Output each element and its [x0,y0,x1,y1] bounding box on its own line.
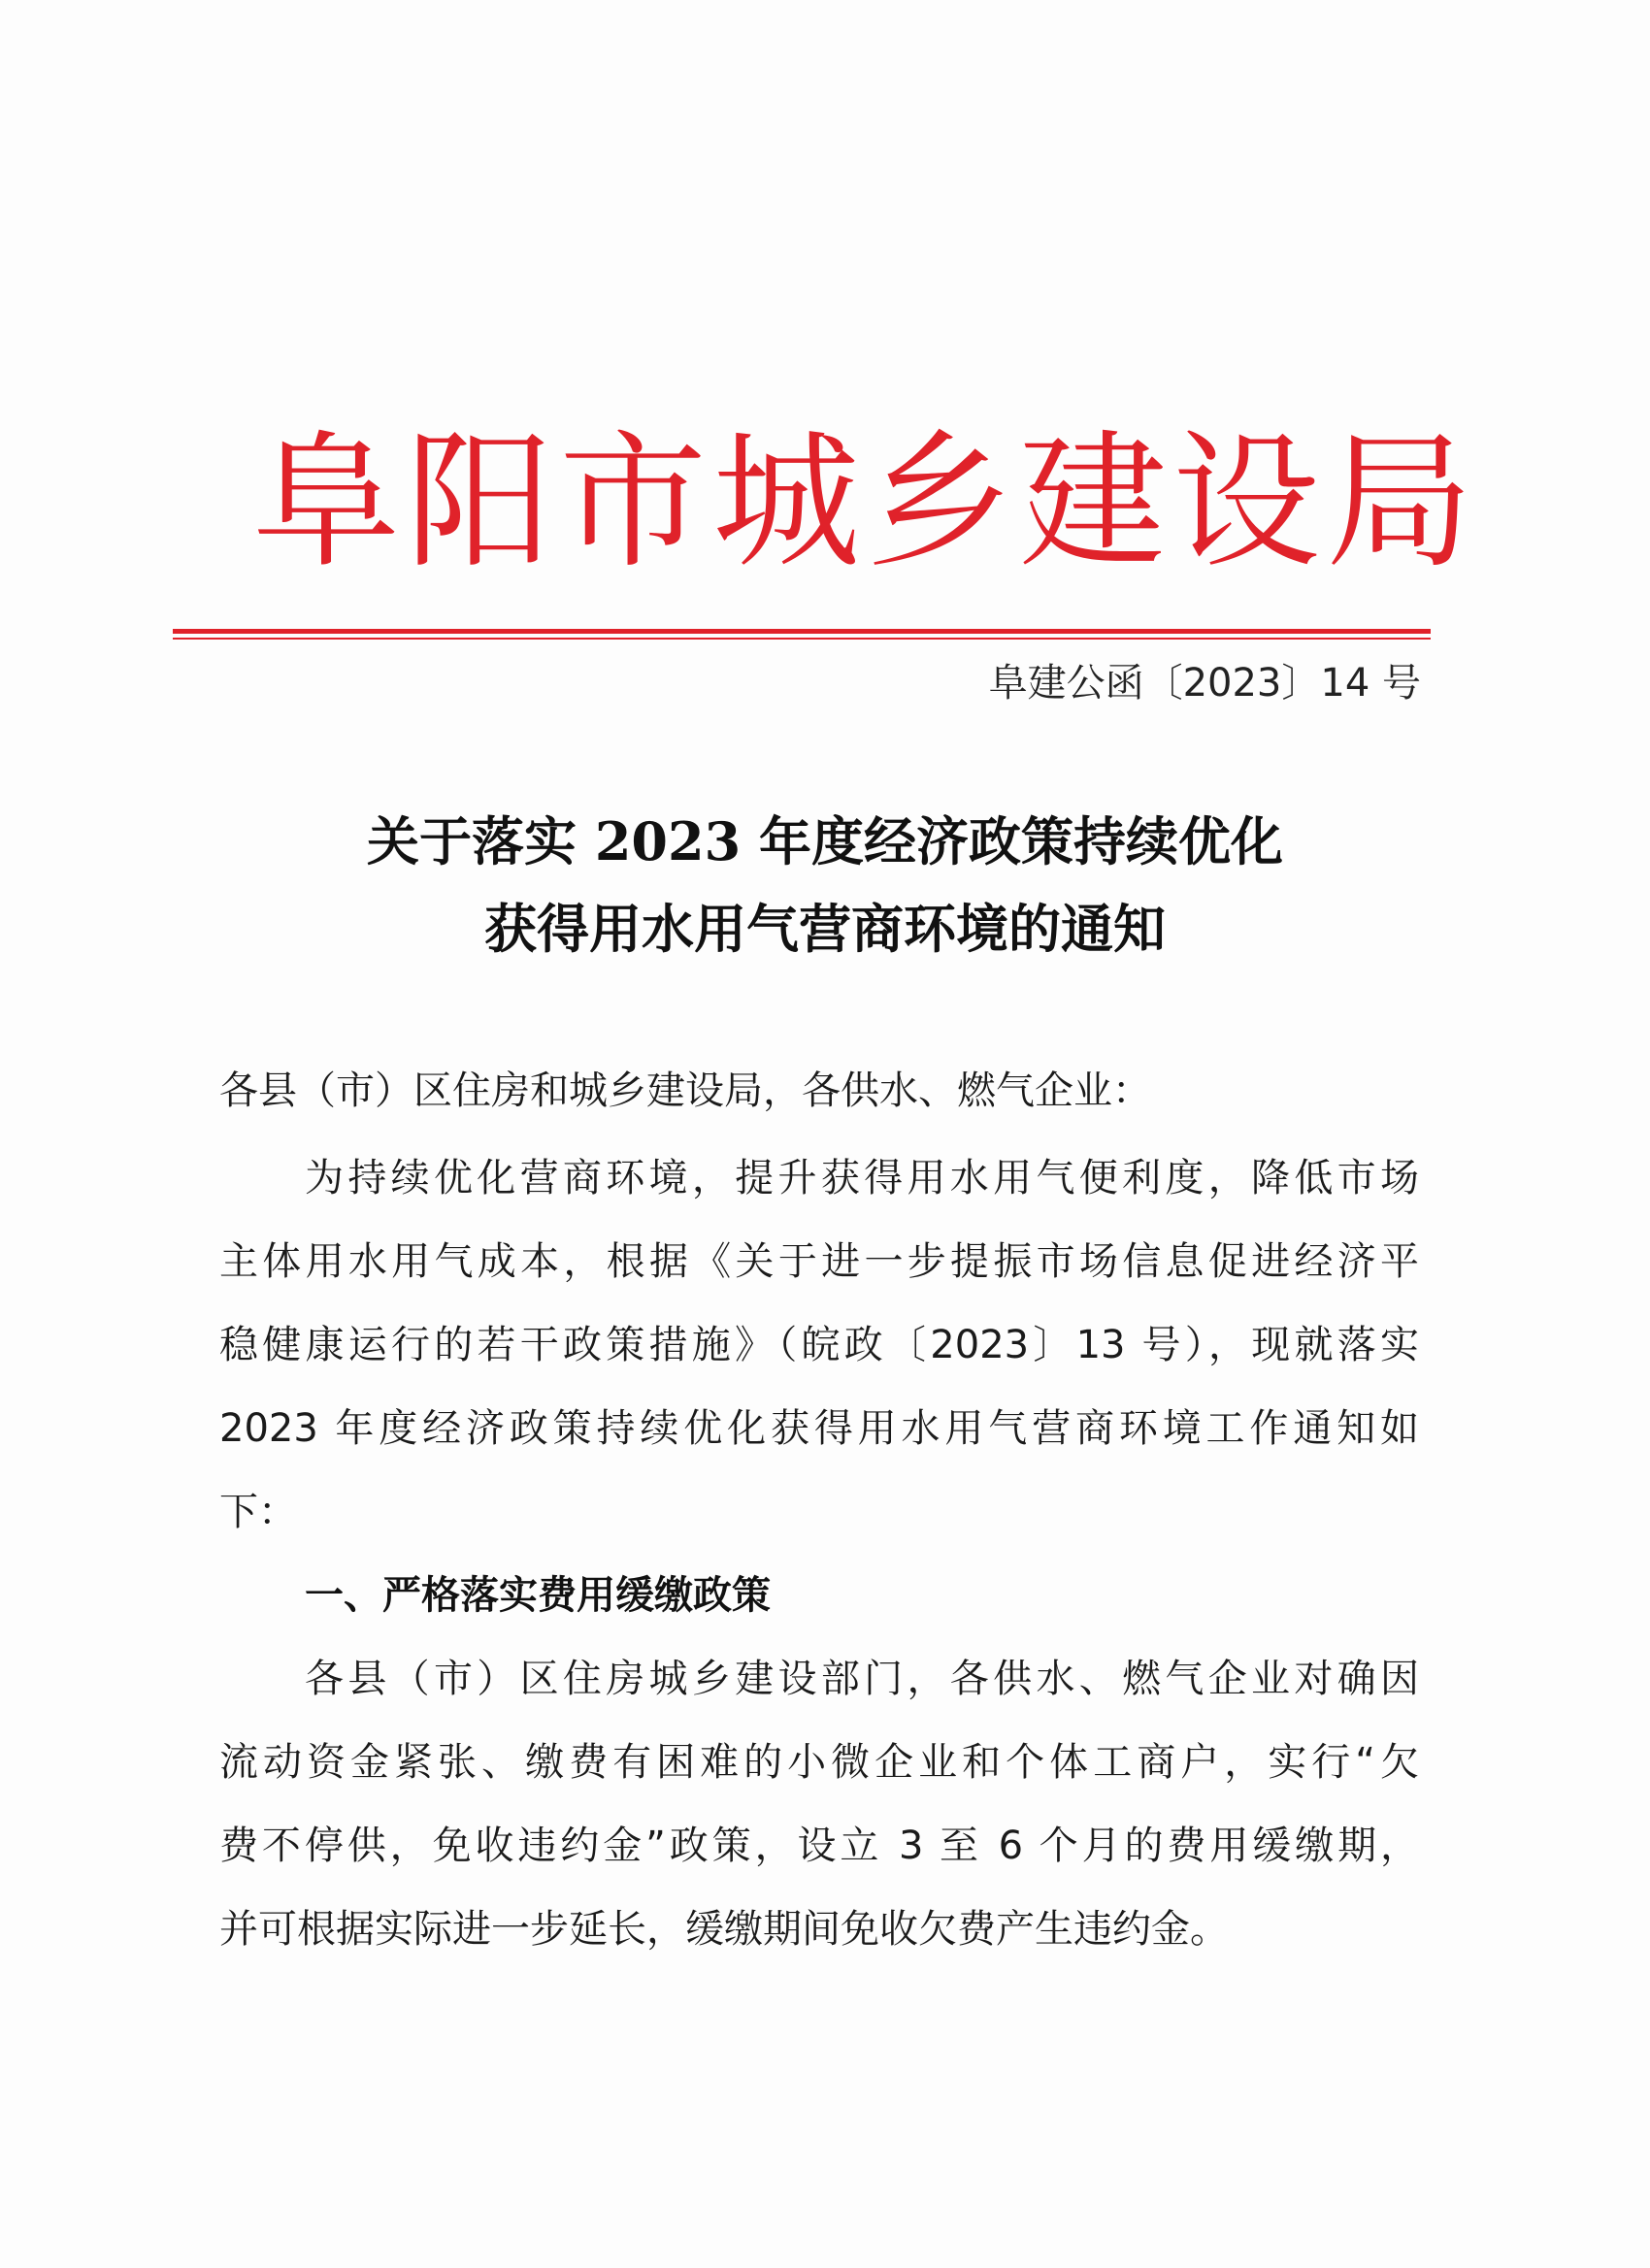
recipients-line: 各县（市）区住房和城乡建设局，各供水、燃气企业： [219,1068,1151,1113]
intro-line-2: 主体用水用气成本，根据《关于进一步提振市场信息促进经济平 [219,1239,1419,1284]
red-rule-thin [173,638,1431,640]
red-rule-thick [173,629,1431,634]
section-1-line-2: 流动资金紧张、缴费有困难的小微企业和个体工商户，实行“欠 [219,1740,1419,1785]
section-1-line-1: 各县（市）区住房城乡建设部门，各供水、燃气企业对确因 [305,1657,1419,1701]
document-number: 阜建公函〔2023〕14 号 [988,661,1421,706]
intro-line-4: 2023 年度经济政策持续优化获得用水用气营商环境工作通知如 [219,1406,1419,1451]
document-title-line-2: 获得用水用气营商环境的通知 [484,898,1166,960]
section-1-line-3: 费不停供，免收违约金”政策，设立 3 至 6 个月的费用缓缴期， [219,1824,1419,1868]
intro-line-3: 稳健康运行的若干政策措施》（皖政〔2023〕13 号），现就落实 [219,1323,1419,1367]
document-title-line-1: 关于落实 2023 年度经济政策持续优化 [367,810,1283,872]
intro-line-1: 为持续优化营商环境，提升获得用水用气便利度，降低市场 [305,1156,1419,1200]
masthead-org-name: 阜阳市城乡建设局 [252,416,1479,588]
intro-line-5: 下： [219,1490,297,1534]
section-1-heading: 一、严格落实费用缓缴政策 [305,1573,771,1618]
section-1-line-4: 并可根据实际进一步延长，缓缴期间免收欠费产生违约金。 [219,1907,1229,1952]
masthead-red-rule [173,629,1431,641]
